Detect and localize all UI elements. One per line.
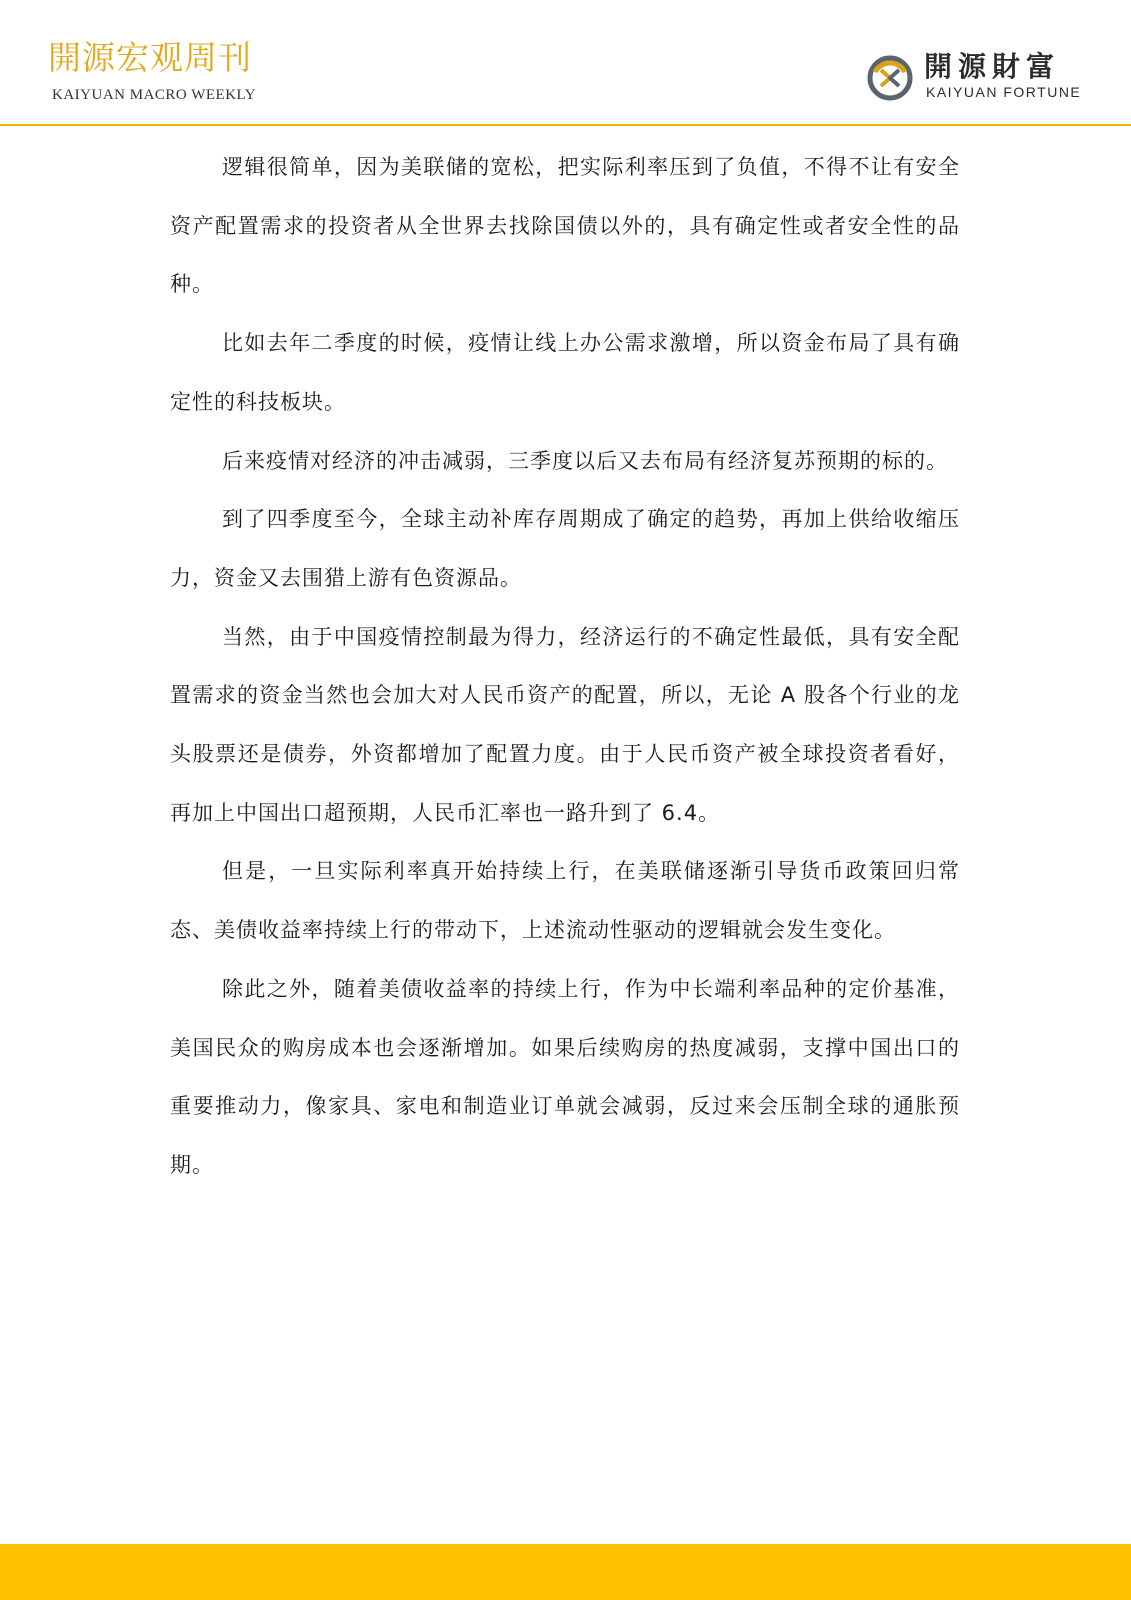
kaiyuan-logo-icon [866,54,914,102]
paragraph: 除此之外，随着美债收益率的持续上行，作为中长端利率品种的定价基准，美国民众的购房成本也会逐渐增加。如果后续购房的热度减弱，支撑中国出口的重要推动力，像家具、家电和制造业订单就会减弱，反过来会压制全球的通胀预期。 [170,976,960,1177]
header-divider [0,124,1131,126]
paragraph: 当然，由于中国疫情控制最为得力，经济运行的不确定性最低，具有安全配置需求的资金当然也会加大对人民币资产的配置，所以，无论 A 股各个行业的龙头股票还是债券，外资都增加了配置力度。由于人民币资产被全球投资者看好，再加上中国出口超预期，人民币汇率也一路升到了 6.4。 [170,624,960,825]
brand-name-cn: 開源財富 [924,50,1061,83]
paragraph: 比如去年二季度的时候，疫情让线上办公需求激增，所以资金布局了具有确定性的科技板块。 [170,331,960,414]
brand-block [866,50,1096,106]
publication-title: 開源宏观周刊 [48,38,252,77]
paragraph: 逻辑很简单，因为美联储的宽松，把实际利率压到了负值，不得不让有安全资产配置需求的投资者从全世界去找除国债以外的，具有确定性或者安全性的品种。 [170,155,960,297]
paragraph: 但是，一旦实际利率真开始持续上行，在美联储逐渐引导货币政策回归常态、美债收益率持续上行的带动下，上述流动性驱动的逻辑就会发生变化。 [170,859,960,943]
article-body [170,138,960,1195]
page-header [0,0,1131,126]
brand-name-en: KAIYUAN FORTUNE [926,84,1082,100]
publication-subtitle: KAIYUAN MACRO WEEKLY [52,87,257,103]
paragraph: 到了四季度至今，全球主动补库存周期成了确定的趋势，再加上供给收缩压力，资金又去围猎上游有色资源品。 [170,507,960,590]
footer-bar [0,1544,1131,1600]
paragraph: 后来疫情对经济的冲击减弱，三季度以后又去布局有经济复苏预期的标的。 [222,448,948,473]
